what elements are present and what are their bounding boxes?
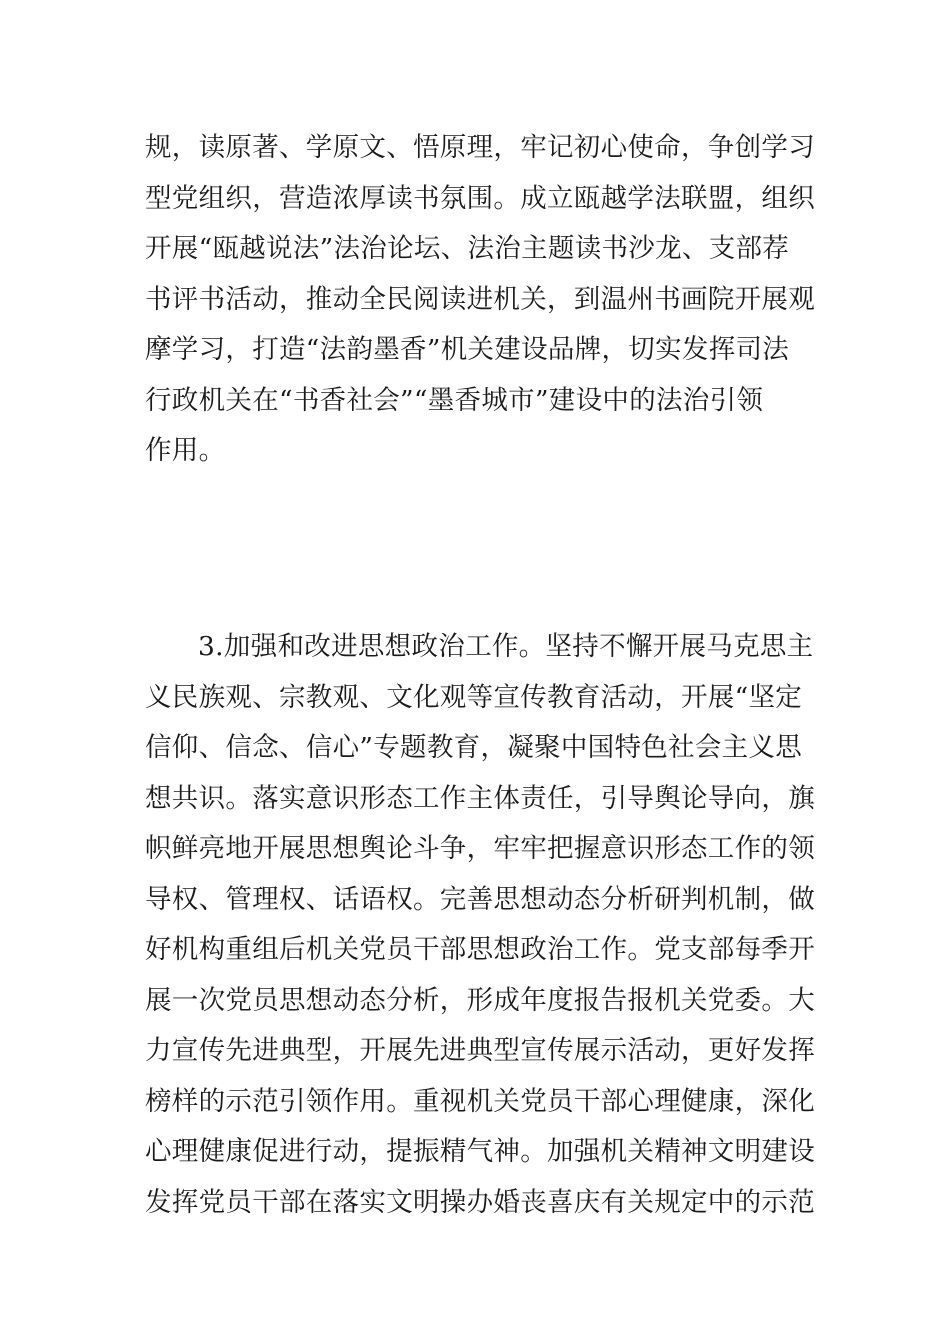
text-line: 作用。 <box>145 435 226 466</box>
paragraph-reading-activities <box>145 123 815 477</box>
text-line: 发挥党员干部在落实文明操办婚丧喜庆有关规定中的示范 <box>145 1186 815 1218</box>
text-line-first-indented: 3.加强和改进思想政治工作。坚持不懈开展马克思主 <box>198 631 814 662</box>
text-line: 展一次党员思想动态分析，形成年度报告报机关党委。大 <box>145 984 815 1016</box>
text-line: 义民族观、宗教观、文化观等宣传教育活动，开展“坚定 <box>145 681 803 713</box>
text-line: 摩学习，打造“法韵墨香”机关建设品牌，切实发挥司法 <box>145 334 790 365</box>
text-line: 力宣传先进典型，开展先进典型宣传展示活动，更好发挥 <box>145 1035 815 1066</box>
text-line: 心理健康促进行动，提振精气神。加强机关精神文明建设 <box>145 1136 815 1167</box>
paragraph-ideological-work <box>145 622 815 1228</box>
text-line: 规，读原著、学原文、悟原理，牢记初心使命，争创学习 <box>145 132 815 163</box>
text-line: 开展“瓯越说法”法治论坛、法治主题读书沙龙、支部荐 <box>145 233 790 264</box>
text-line: 想共识。落实意识形态工作主体责任，引导舆论导向，旗 <box>145 782 815 814</box>
text-line: 信仰、信念、信心”专题教育，凝聚中国特色社会主义思 <box>145 732 803 763</box>
text-line: 帜鲜亮地开展思想舆论斗争，牢牢把握意识形态工作的领 <box>145 833 815 864</box>
text-line: 榜样的示范引领作用。重视机关党员干部心理健康，深化 <box>145 1085 815 1117</box>
text-line: 行政机关在“书香社会”“墨香城市”建设中的法治引领 <box>145 384 764 416</box>
text-line: 型党组织，营造浓厚读书氛围。成立瓯越学法联盟，组织 <box>145 182 815 214</box>
text-line: 导权、管理权、话语权。完善思想动态分析研判机制，做 <box>145 883 815 915</box>
text-line: 好机构重组后机关党员干部思想政治工作。党支部每季开 <box>145 934 815 965</box>
text-line: 书评书活动，推动全民阅读进机关，到温州书画院开展观 <box>145 283 815 315</box>
